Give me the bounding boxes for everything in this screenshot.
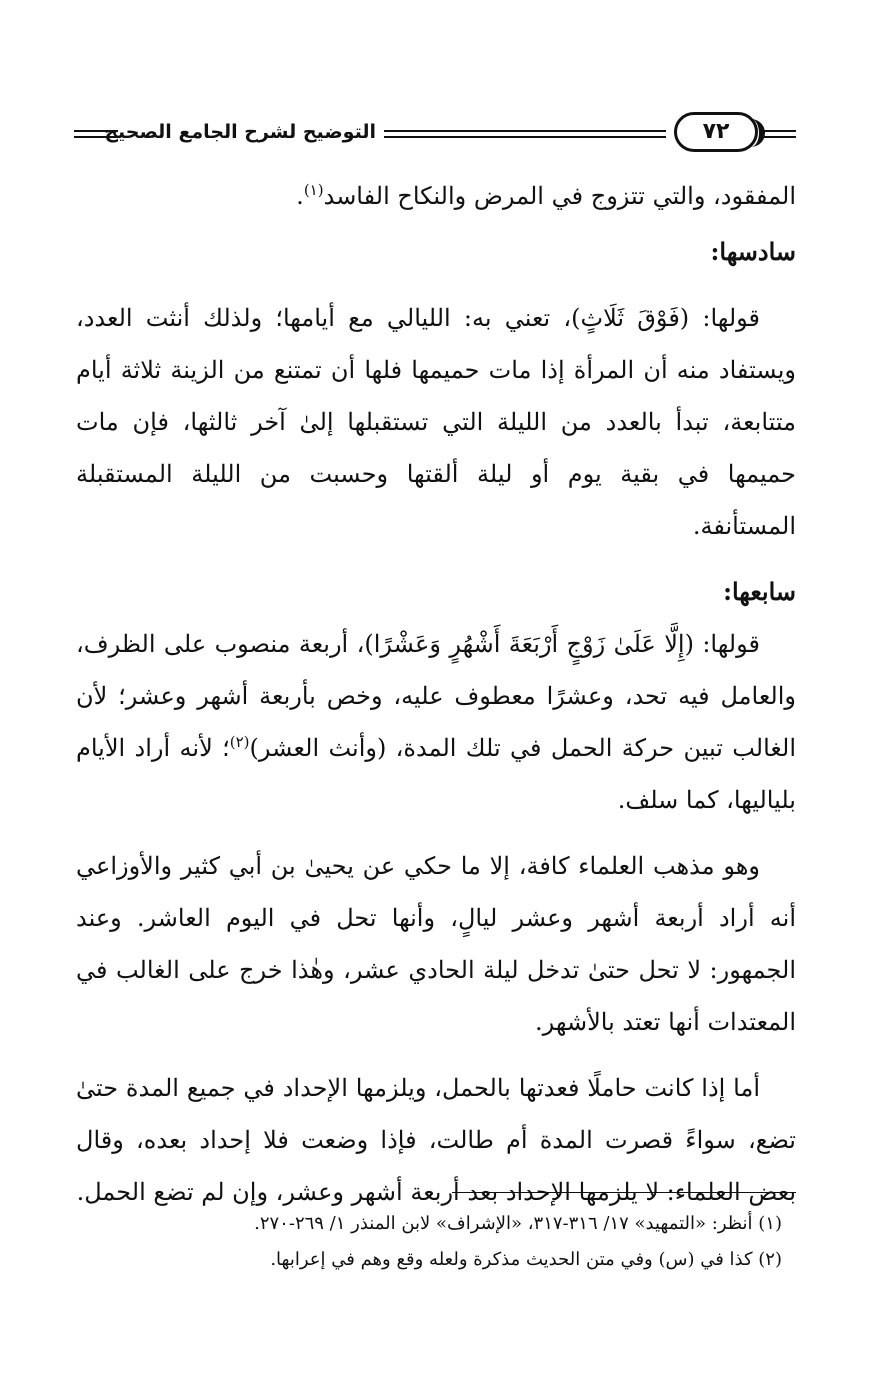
- section-heading-sixth: سادسها:: [710, 237, 796, 266]
- footnote-ref-1: (١): [303, 181, 324, 199]
- header-rule-middle: [384, 130, 666, 138]
- paragraph-continuation: [76, 170, 796, 222]
- footnote-2: (٢) كذا في (س) وفي متن الحديث مذكرة ولعله وقع وهم في إعرابها.: [270, 1249, 782, 1270]
- footnote-1: (١) أنظر: «التمهيد» ١٧/ ٣١٦-٣١٧، «الإشراف» لابن المنذر ١/ ٢٦٩-٢٧٠.: [254, 1213, 782, 1234]
- header-rule-right: [762, 130, 796, 138]
- page-number-frame: [674, 112, 758, 152]
- section-heading-seventh: سابعها:: [723, 577, 796, 606]
- footnote-separator: [452, 1192, 796, 1193]
- footnote-ref-2: (٢): [229, 733, 250, 751]
- paragraph-seventh: [76, 618, 796, 826]
- paragraph-end-mark: .: [296, 182, 304, 210]
- footnotes: [76, 1206, 796, 1278]
- running-header: [74, 108, 796, 160]
- page-number: ٧٢: [702, 119, 730, 144]
- paragraph-scholars: وهو مذهب العلماء كافة، إلا ما حكي عن يحيىٰ بن أبي كثير والأوزاعي أنه أراد أربعة أشهر وعشر ليالٍ، وأنها تحل في اليوم العاشر. وعند الجمهور: لا تحل حتىٰ تدخل ليلة الحادي عشر، وهٰذا خرج على الغالب في المعتدات أنها تعتد بالأشهر.: [76, 852, 796, 1036]
- paragraph-sixth: قولها: (فَوْقَ ثَلَاثٍ)، تعني به: الليالي مع أيامها؛ ولذلك أنثت العدد، ويستفاد منه أن المرأة إذا مات حميمها فلها أن تمتنع من الزينة ثلاثة أيام متتابعة، تبدأ بالعدد من الليلة التي تستقبلها إلىٰ آخر ثالثها، فإن مات حميمها في بقية يوم أو ليلة ألقتها وحسبت من الليلة المستقبلة المستأنفة.: [76, 304, 796, 540]
- paragraph-text: المفقود، والتي تتزوج في المرض والنكاح الفاسد: [323, 182, 796, 210]
- main-text: [76, 170, 796, 1218]
- paragraph-text: قولها: (إِلَّا عَلَىٰ زَوْجٍ أَرْبَعَةَ أَشْهُرٍ وَعَشْرًا)، أربعة منصوب على الظرف، والعامل فيه تحد، وعشرًا معطوف عليه، وخص بأربعة أشهر وعشر؛ لأن الغالب تبين حركة الحمل في تلك المدة، (وأنث العشر): [76, 630, 796, 762]
- paragraph-text-tail: ؛ لأنه أراد الأيام بلياليها، كما سلف.: [76, 734, 796, 814]
- paragraph-pregnant: أما إذا كانت حاملًا فعدتها بالحمل، ويلزمها الإحداد في جميع المدة حتىٰ تضع، سواءً قصرت المدة أم طالت، فإذا وضعت فلا إحداد بعده، وقال بعض العلماء: لا يلزمها الإحداد بعد أربعة أشهر وعشر، وإن لم تضع الحمل.: [76, 1074, 796, 1206]
- running-title: التوضيح لشرح الجامع الصحيح: [104, 121, 376, 143]
